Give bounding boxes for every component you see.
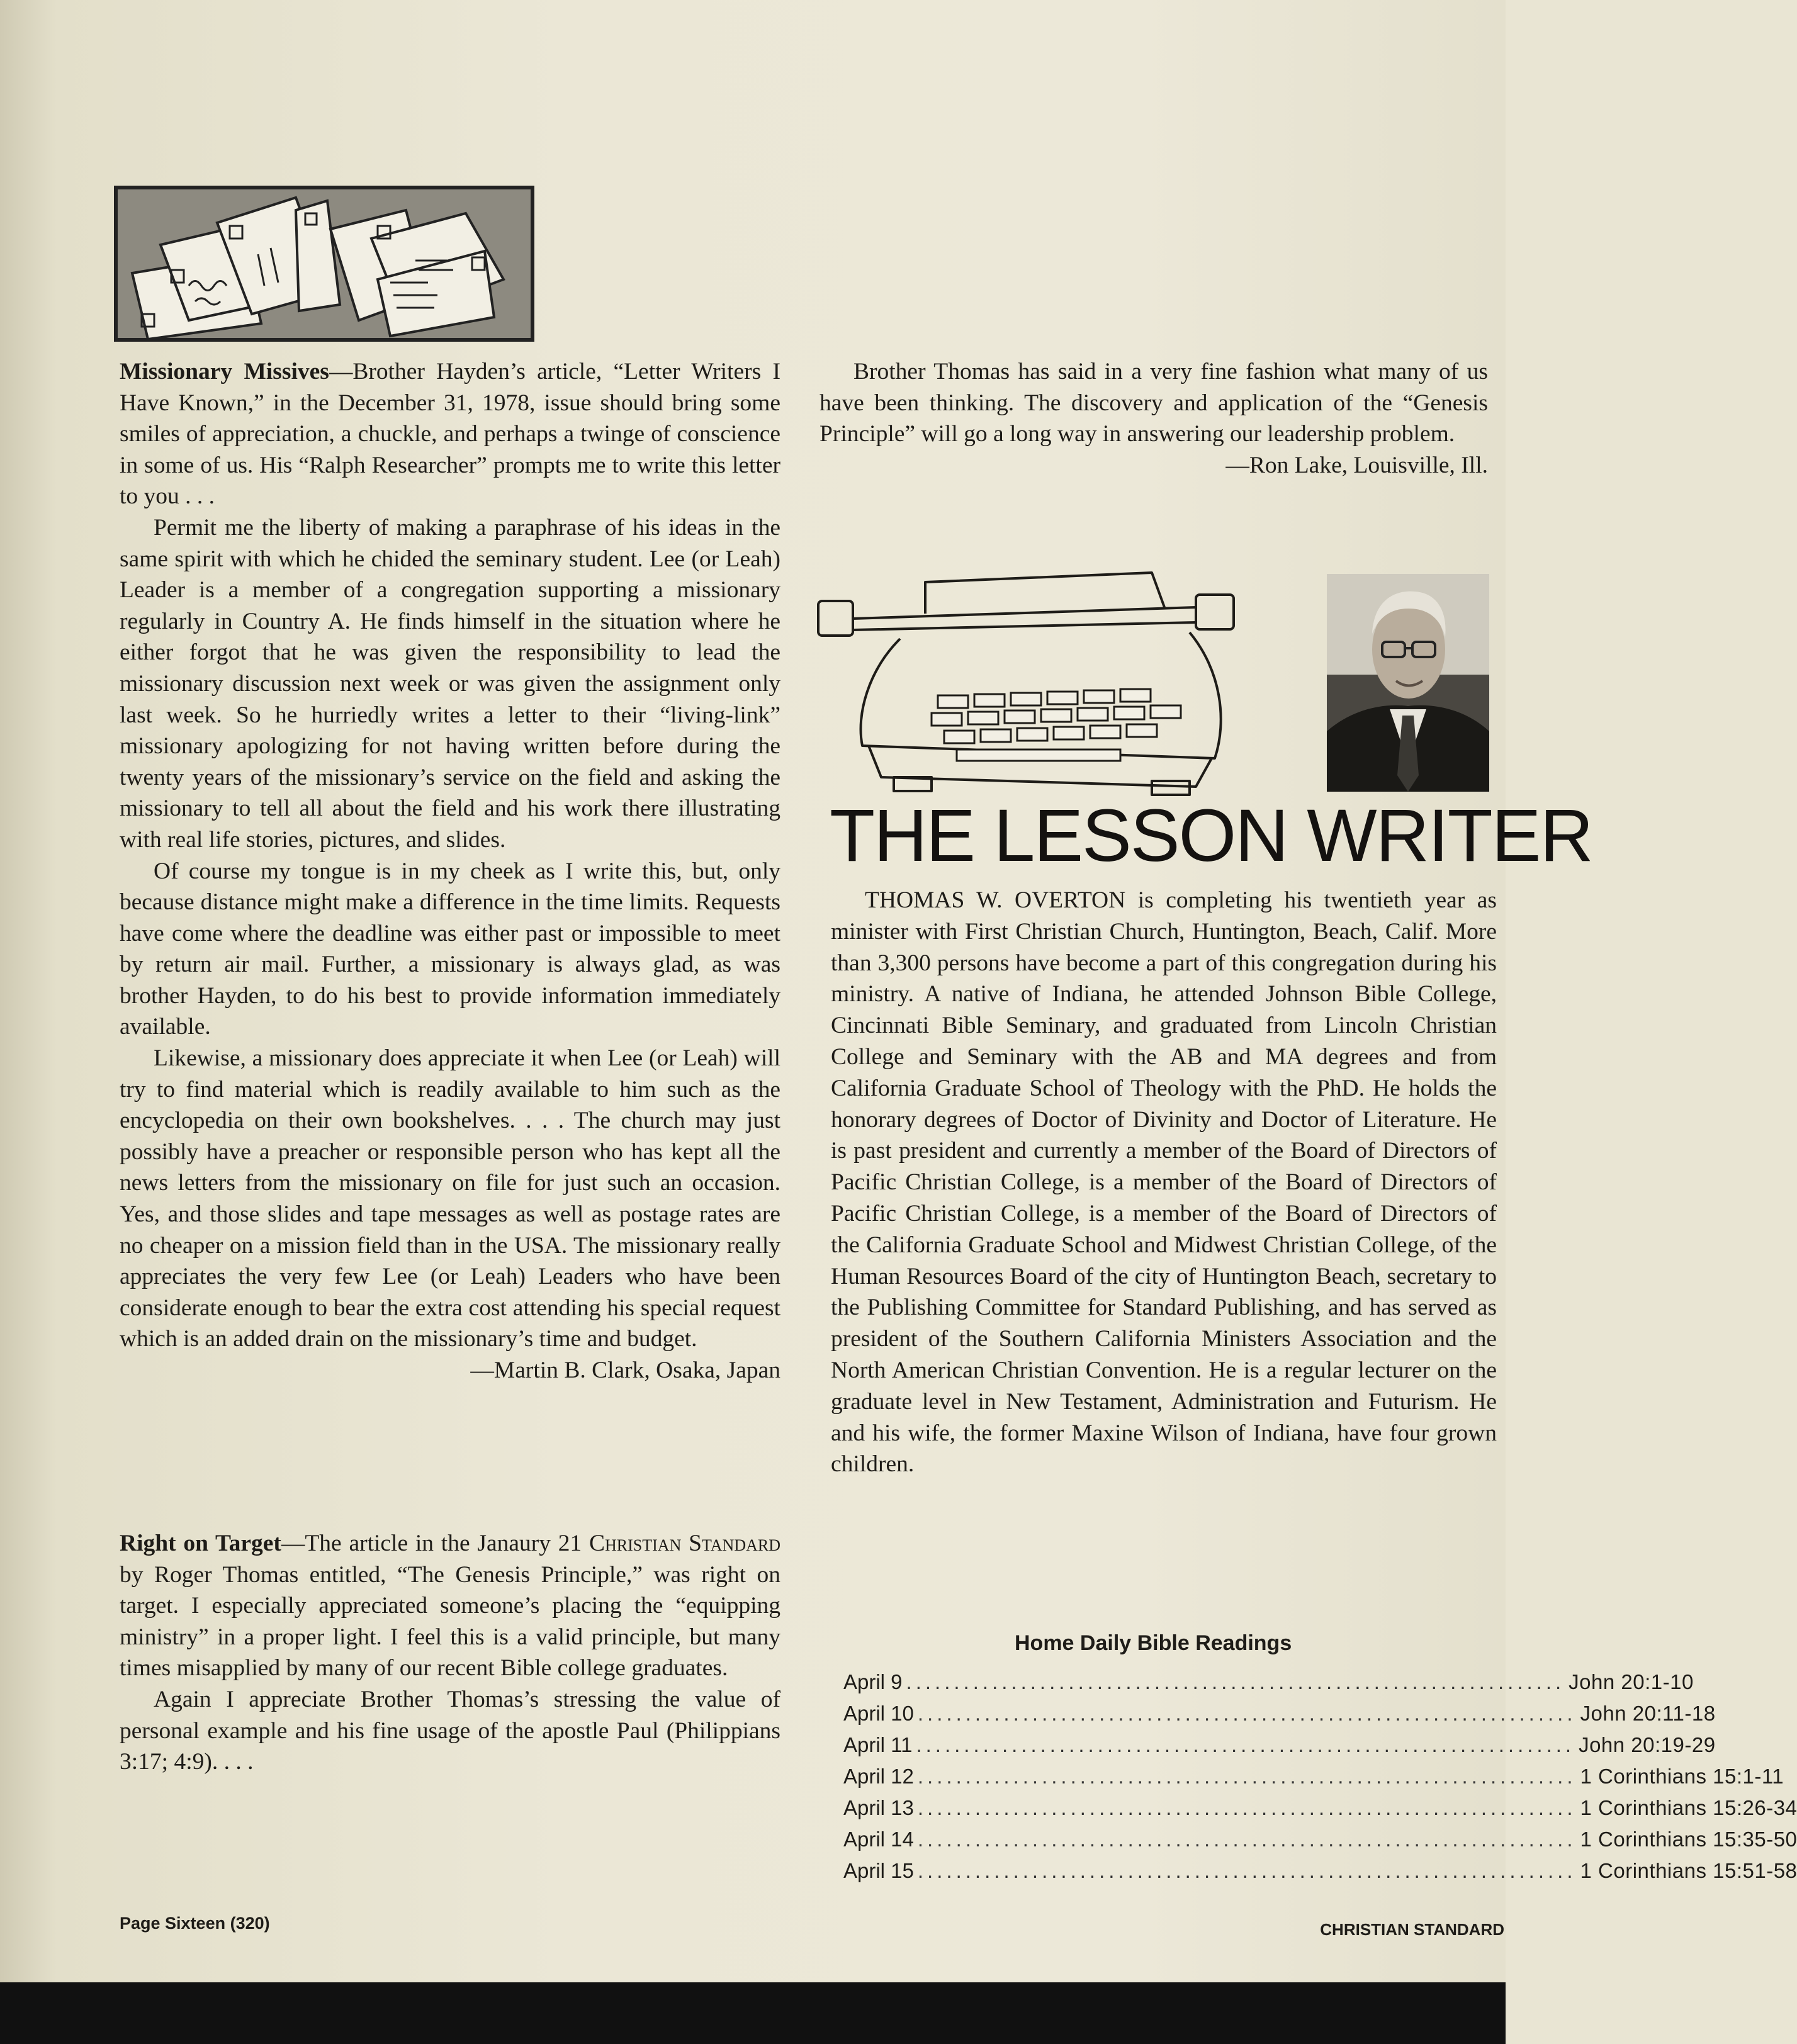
- letter-paragraph: Brother Thomas has said in a very fine fashion what many of us have been thinking. The discovery and application of the “Genesis Principle” will go a long way in answering our leadership problem.: [820, 359, 1488, 447]
- reading-date: April 9: [843, 1670, 903, 1693]
- reading-date: April 14: [843, 1828, 914, 1851]
- reading-row: [843, 1792, 1797, 1824]
- reading-date: April 12: [843, 1765, 914, 1788]
- letter-lead: Missionary Missives: [120, 359, 329, 385]
- letter-missionary-missives: [120, 356, 780, 1386]
- reading-date: April 13: [843, 1796, 914, 1819]
- scan-edge: [0, 1982, 1506, 2044]
- reading-ref: 1 Corinthians 15:1-11: [1580, 1765, 1784, 1788]
- typewriter-illustration: [812, 570, 1265, 796]
- reading-row: [843, 1855, 1797, 1887]
- bible-readings-list: [843, 1666, 1797, 1887]
- reading-ref: John 20:1-10: [1569, 1670, 1694, 1693]
- letter-signature: —Ron Lake, Louisville, Ill.: [1225, 452, 1488, 478]
- bio-paragraph: THOMAS W. OVERTON is completing his twentieth year as minister with First Christian Church, Huntington, Beach, Calif. More than 3,300 persons have become a part of this congregation during his ministry. A native of Indiana, he attended Johnson Bible College, Cincinnati Bible Seminary, and graduated from Lincoln Christian College and Seminary with the AB and MA degrees and from California Graduate School of Theology with the PhD. He holds the honorary degrees of Doctor of Divinity and Doctor of Literature. He is past president and currently a member of the Board of Directors of Pacific Christian College, is a member of the Board of Directors of Pacific Christian College, is a member of the Board of Directors of the California Graduate School and Midwest Christian College, of the Human Resources Board of the city of Huntington Beach, secretary to the Publishing Committee for Standard Publishing, and has served as president of the Southern California Ministers Association and the North American Christian Convention. He is a regular lecturer on the graduate level in New Testament, Administration and Futurism. He and his wife, the former Maxine Wilson of Indiana, have four grown children.: [831, 887, 1497, 1478]
- reading-row: [843, 1666, 1694, 1698]
- reading-ref: 1 Corinthians 15:35-50: [1580, 1828, 1797, 1851]
- letter-paragraph: —The article in the Janaury 21: [281, 1530, 590, 1556]
- dot-leader: .....................................................................: [917, 1796, 1577, 1819]
- reading-row: [843, 1761, 1784, 1792]
- letter-right-on-target: [120, 1528, 780, 1778]
- reading-row: [843, 1698, 1716, 1729]
- letter-paragraph: Permit me the liberty of making a paraphrase of his ideas in the same spirit with which he chided the seminary student. Lee (or Leah) Leader is a member of a congregation supporting a missionary regularly in Country A. He finds himself in the situation where he either forgot that he was given the responsibility to lead the missionary discussion next week or was given the assignment only last week. So he hurriedly writes a letter to their “living-link” missionary apologizing for not having written before during the twenty years of the missionary’s service on the field and asking the missionary to tell all about the field and his work there illustrating with real life stories, pictures, and slides.: [120, 514, 780, 853]
- magazine-name: Christian Standard: [589, 1530, 780, 1556]
- dot-leader: .....................................................................: [917, 1702, 1577, 1725]
- letter-paragraph: Likewise, a missionary does appreciate it when Lee (or Leah) will try to find material which is readily available to him such as the encyclopedia on their own bookshelves. . . . The church may just possibly have a preacher or responsible person who has kept all the news letters from the missionary on file for just such an occasion. Yes, and those slides and tape messages as well as postage rates are no cheaper on a mission field than in the USA. The missionary really appreciates the very few Lee (or Leah) Leaders who have been considerate enough to bear the extra cost attending his special request which is an added drain on the missionary’s time and budget.: [120, 1045, 780, 1352]
- page-number: Page Sixteen (320): [120, 1914, 270, 1933]
- reading-ref: 1 Corinthians 15:26-34: [1580, 1796, 1797, 1819]
- letter-paragraph: Again I appreciate Brother Thomas’s stressing the value of personal example and his fine usage of the apostle Paul (Philippians 3:17; 4:9). . . .: [120, 1686, 780, 1775]
- envelopes-illustration: [113, 185, 535, 342]
- reading-row: [843, 1824, 1797, 1855]
- magazine-footer: CHRISTIAN STANDARD: [1320, 1920, 1504, 1939]
- dot-leader: .....................................................................: [906, 1670, 1565, 1693]
- reading-ref: John 20:19-29: [1579, 1733, 1716, 1756]
- dot-leader: .....................................................................: [917, 1765, 1577, 1788]
- letter-continuation: [820, 356, 1488, 481]
- reading-date: April 10: [843, 1702, 914, 1725]
- dot-leader: .....................................................................: [916, 1733, 1575, 1756]
- letter-paragraph: by Roger Thomas entitled, “The Genesis Principle,” was right on target. I especially appreciated someone’s placing the “equipping ministry” in a proper light. I feel this is a valid principle, but many times misapplied by many of our recent Bible college graduates.: [120, 1561, 780, 1682]
- lesson-writer-title: THE LESSON WRITER: [830, 794, 1592, 877]
- letter-lead: Right on Target: [120, 1530, 281, 1556]
- dot-leader: .....................................................................: [917, 1859, 1577, 1882]
- dot-leader: .....................................................................: [917, 1828, 1577, 1851]
- portrait-photo: [1327, 574, 1489, 792]
- letter-signature: —Martin B. Clark, Osaka, Japan: [470, 1357, 780, 1383]
- readings-title: Home Daily Bible Readings: [1015, 1631, 1292, 1655]
- letter-paragraph: —Brother Hayden’s article, “Letter Writers I Have Known,” in the December 31, 1978, issue should bring some smiles of appreciation, a chuckle, and perhaps a twinge of conscience in some of us. His “Ralph Researcher” prompts me to write this letter to you . . .: [120, 359, 780, 510]
- letter-paragraph: Of course my tongue is in my cheek as I write this, but, only because distance might make a difference in the time limits. Requests have come where the deadline was either past or impossible to meet by return air mail. Further, a missionary is always glad, as was brother Hayden, to do his best to provide information immediately available.: [120, 858, 780, 1040]
- reading-date: April 11: [843, 1733, 913, 1756]
- reading-ref: John 20:11-18: [1580, 1702, 1716, 1725]
- lesson-writer-bio: [831, 885, 1497, 1480]
- reading-ref: 1 Corinthians 15:51-58: [1580, 1859, 1797, 1882]
- reading-row: [843, 1729, 1716, 1761]
- reading-date: April 15: [843, 1859, 914, 1882]
